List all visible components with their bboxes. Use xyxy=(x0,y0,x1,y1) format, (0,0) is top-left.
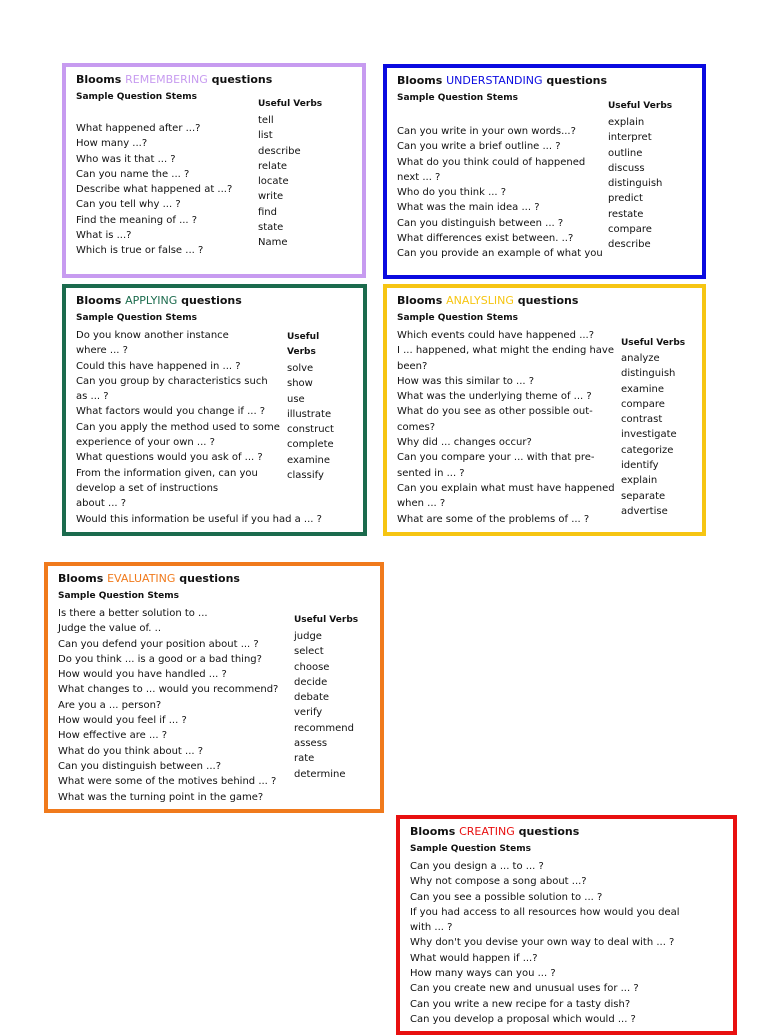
question-item: when ... ? xyxy=(397,498,446,510)
analysing-title: Blooms ANALYSLING questions xyxy=(397,294,579,307)
question-item: been? xyxy=(397,360,428,372)
verb-item: investigate xyxy=(621,429,677,441)
verb-item: list xyxy=(258,130,273,142)
question-item: Can you develop a proposal which would ... ? xyxy=(410,1013,636,1025)
question-item: Who was it that ... ? xyxy=(76,153,176,165)
question-item: where ... ? xyxy=(76,345,128,357)
question-item: Can you write a new recipe for a tasty dish? xyxy=(410,998,631,1010)
question-item: What do you think could of happened xyxy=(397,156,586,168)
question-item: From the information given, can you xyxy=(76,467,258,479)
remembering-question-list xyxy=(76,121,232,259)
question-item: What do you see as other possible out- xyxy=(397,406,593,418)
question-item: What differences exist between. ..? xyxy=(397,233,574,245)
question-item: Describe what happened at ...? xyxy=(76,184,233,196)
verb-item: predict xyxy=(608,193,643,205)
question-item: How would you have handled ... ? xyxy=(58,669,227,681)
question-item: How many ...? xyxy=(76,138,148,150)
verb-item: discuss xyxy=(608,162,645,174)
understanding-question-list xyxy=(397,124,603,262)
creating-keyword: CREATING xyxy=(459,825,515,838)
creating-title: Blooms CREATING questions xyxy=(410,825,580,838)
evaluating-keyword: EVALUATING xyxy=(107,572,176,585)
applying-card xyxy=(62,284,367,536)
remembering-stems-heading: Sample Question Stems xyxy=(76,92,197,102)
verb-item: Name xyxy=(258,237,288,249)
verb-item: contrast xyxy=(621,414,663,426)
question-item: sented in ... ? xyxy=(397,467,465,479)
question-item: What factors would you change if ... ? xyxy=(76,406,266,418)
question-item: I ... happened, what might the ending have xyxy=(397,345,615,357)
analysing-stems-heading: Sample Question Stems xyxy=(397,313,518,323)
verb-item: describe xyxy=(608,239,651,251)
verb-item: compare xyxy=(621,398,665,410)
question-item: Can you tell why ... ? xyxy=(76,199,181,211)
verb-item: examine xyxy=(621,383,665,395)
verb-item: analyze xyxy=(621,353,660,364)
question-item: What do you think about ... ? xyxy=(58,745,204,757)
applying-title: Blooms APPLYING questions xyxy=(76,294,242,307)
question-item: How was this similar to ... ? xyxy=(397,375,535,387)
verb-item: describe xyxy=(258,145,301,157)
question-item: Can you name the ... ? xyxy=(76,168,190,180)
verb-item: assess xyxy=(294,738,328,750)
question-item: Can you see a possible solution to ... ? xyxy=(410,891,603,903)
remembering-verb-list xyxy=(258,113,301,251)
analysing-verbs-heading: Useful Verbs xyxy=(621,338,686,348)
verb-item: explain xyxy=(608,117,645,128)
analysing-card xyxy=(383,284,706,536)
verb-item: complete xyxy=(287,439,334,451)
verb-item: solve xyxy=(287,363,314,374)
question-item: Can you write in your own words...? xyxy=(397,126,576,137)
verb-item: show xyxy=(287,378,313,390)
question-item: What are some of the problems of ... ? xyxy=(397,513,590,525)
verb-item: distinguish xyxy=(621,368,676,380)
question-item: What questions would you ask of ... ? xyxy=(76,452,263,464)
question-item: Can you create new and unusual uses for ... ? xyxy=(410,983,639,995)
verb-item: identify xyxy=(621,460,659,472)
question-item: Can you distinguish between ...? xyxy=(58,760,222,772)
question-item: as ... ? xyxy=(76,391,109,403)
question-item: How would you feel if ... ? xyxy=(58,715,187,727)
applying-keyword: APPLYING xyxy=(125,294,178,307)
evaluating-card xyxy=(44,562,384,813)
understanding-card xyxy=(383,64,706,279)
verb-item: separate xyxy=(621,490,666,502)
verb-item: determine xyxy=(294,768,346,780)
verb-item: select xyxy=(294,646,324,658)
evaluating-stems-heading: Sample Question Stems xyxy=(58,591,179,601)
question-item: Are you a ... person? xyxy=(58,699,162,711)
question-item: Can you write a brief outline ... ? xyxy=(397,141,561,153)
question-item: Can you compare your ... with that pre- xyxy=(397,452,595,464)
question-item: If you had access to all resources how would you deal xyxy=(410,906,680,918)
verb-item: distinguish xyxy=(608,178,663,190)
question-item: How many ways can you ... ? xyxy=(410,968,556,980)
question-item: Can you apply the method used to some xyxy=(76,421,280,433)
understanding-keyword: UNDERSTANDING xyxy=(446,74,543,87)
question-item: Can you design a ... to ... ? xyxy=(410,861,544,872)
verb-item: rate xyxy=(294,753,315,765)
question-item: Would this information be useful if you had a ... ? xyxy=(76,513,322,525)
analysing-verb-list xyxy=(621,351,677,519)
verb-item: relate xyxy=(258,160,288,172)
verb-item: judge xyxy=(294,631,322,642)
remembering-keyword: REMEMBERING xyxy=(125,73,208,86)
verb-item: restate xyxy=(608,208,644,220)
question-item: Can you explain what must have happened xyxy=(397,482,615,494)
question-item: What is ...? xyxy=(76,230,132,242)
question-item: Can you defend your position about ... ? xyxy=(58,638,259,650)
question-item: Can you group by characteristics such xyxy=(76,375,268,387)
remembering-card xyxy=(62,63,366,278)
question-item: Is there a better solution to ... xyxy=(58,608,208,619)
question-item: Judge the value of. .. xyxy=(58,623,162,635)
verb-item: use xyxy=(287,393,305,405)
verb-item: examine xyxy=(287,454,331,466)
question-item: What happened after ...? xyxy=(76,123,201,134)
applying-verb-list xyxy=(287,361,334,483)
evaluating-question-list xyxy=(58,606,278,805)
question-item: Could this have happened in ... ? xyxy=(76,360,241,372)
verb-item: categorize xyxy=(621,444,674,456)
verb-item: locate xyxy=(258,176,289,188)
question-item: next ... ? xyxy=(397,171,441,183)
verb-item: write xyxy=(258,191,284,203)
question-item: Which events could have happened ...? xyxy=(397,330,595,341)
verb-item: choose xyxy=(294,661,330,673)
verb-item: explain xyxy=(621,475,658,487)
question-item: about ... ? xyxy=(76,498,127,510)
question-item: experience of your own ... ? xyxy=(76,437,215,449)
verb-item: construct xyxy=(287,424,334,436)
analysing-question-list xyxy=(397,328,615,527)
remembering-verbs-heading: Useful Verbs xyxy=(258,99,323,109)
verb-item: compare xyxy=(608,224,652,236)
evaluating-verbs-heading: Useful Verbs xyxy=(294,615,359,625)
question-item: Who do you think ... ? xyxy=(397,187,507,199)
question-item: Can you distinguish between ... ? xyxy=(397,217,564,229)
understanding-stems-heading: Sample Question Stems xyxy=(397,93,518,103)
question-item: What were some of the motives behind ... ? xyxy=(58,776,277,788)
verb-item: advertise xyxy=(621,505,668,517)
understanding-verb-list xyxy=(608,115,662,253)
verb-item: find xyxy=(258,206,277,218)
verb-item: outline xyxy=(608,147,643,159)
question-item: Which is true or false ... ? xyxy=(76,245,204,257)
understanding-verbs-heading: Useful Verbs xyxy=(608,101,673,111)
verb-item: decide xyxy=(294,676,328,688)
question-item: Do you think ... is a good or a bad thing? xyxy=(58,653,262,665)
evaluating-title: Blooms EVALUATING questions xyxy=(58,572,240,585)
question-item: What was the underlying theme of ... ? xyxy=(397,391,592,403)
applying-stems-heading: Sample Question Stems xyxy=(76,313,197,323)
question-item: What changes to ... would you recommend? xyxy=(58,684,279,696)
verb-item: recommend xyxy=(294,722,354,734)
question-item: with ... ? xyxy=(410,922,453,934)
question-item: Why did ... changes occur? xyxy=(397,437,532,449)
creating-stems-heading: Sample Question Stems xyxy=(410,844,531,854)
question-item: What would happen if ...? xyxy=(410,952,538,964)
creating-card xyxy=(396,815,737,1035)
question-item: What was the main idea ... ? xyxy=(397,202,540,214)
question-item: What was the turning point in the game? xyxy=(58,791,264,803)
question-item: develop a set of instructions xyxy=(76,482,219,494)
verb-item: state xyxy=(258,222,284,234)
question-item: Can you provide an example of what you xyxy=(397,248,603,260)
remembering-title: Blooms REMEMBERING questions xyxy=(76,73,273,86)
verb-item: tell xyxy=(258,115,274,126)
applying-verbs-heading: Useful Verbs xyxy=(287,332,320,357)
question-item: Why don't you devise your own way to deal with ... ? xyxy=(410,937,675,949)
creating-question-list xyxy=(410,859,680,1027)
question-item: How effective are ... ? xyxy=(58,730,168,742)
verb-item: illustrate xyxy=(287,408,332,420)
verb-item: interpret xyxy=(608,132,652,144)
question-item: Find the meaning of ... ? xyxy=(76,214,198,226)
understanding-title: Blooms UNDERSTANDING questions xyxy=(397,74,608,87)
verb-item: verify xyxy=(294,707,323,719)
applying-question-list xyxy=(76,328,322,527)
evaluating-verb-list xyxy=(294,629,354,782)
question-item: Do you know another instance xyxy=(76,330,229,341)
question-item: Why not compose a song about ...? xyxy=(410,876,587,888)
verb-item: classify xyxy=(287,470,324,482)
question-item: comes? xyxy=(397,421,436,433)
analysing-keyword: ANALYSLING xyxy=(446,294,514,307)
verb-item: debate xyxy=(294,692,330,704)
